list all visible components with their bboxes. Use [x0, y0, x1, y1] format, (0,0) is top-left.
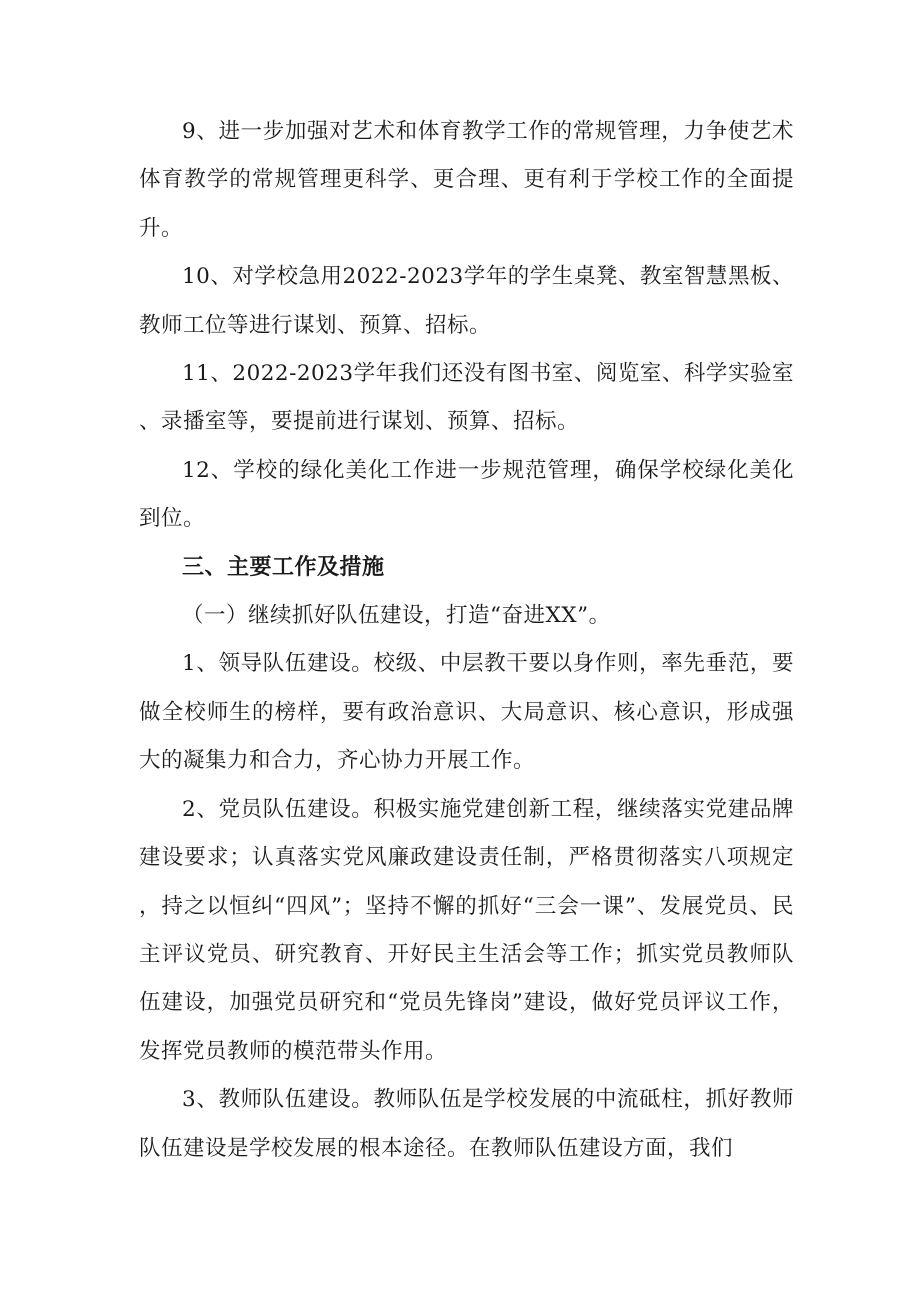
paragraph-leadership: 1、领导队伍建设。校级、中层教干要以身作则，率先垂范，要做全校师生的榜样，要有政治意识、大局意识、核心意识，形成强大的凝集力和合力，齐心协力开展工作。	[139, 651, 794, 774]
paragraph-party-members: 2、党员队伍建设。积极实施党建创新工程，继续落实党建品牌建设要求；认真落实党风廉政建设责任制，严格贯彻落实八项规定，持之以恒纠“四风”；坚持不懈的抓好“三会一课”、发展党员、民主评议党员、研究教育、开好民主生活会等工作；抓实党员教师队伍建设，加强党员研究和“党员先锋岗”建设，做好党员评议工作，发挥党员教师的模范带头作用。	[139, 796, 794, 1064]
section-heading: 三、主要工作及措施	[182, 554, 385, 580]
paragraph-item-9: 9、进一步加强对艺术和体育教学工作的常规管理，力争使艺术体育教学的常规管理更科学、更合理、更有利于学校工作的全面提升。	[139, 119, 794, 241]
paragraph-teachers: 3、教师队伍建设。教师队伍是学校发展的中流砥柱，抓好教师队伍建设是学校发展的根本途径。在教师队伍建设方面，我们	[139, 1087, 794, 1161]
paragraph-item-10: 10、对学校急用2022-2023学年的学生桌凳、教室智慧黑板、教师工位等进行谋划、预算、招标。	[139, 264, 794, 338]
subsection-heading: （一）继续抓好队伍建设，打造“奋进XX”。	[182, 603, 611, 629]
document-body	[139, 108, 794, 1173]
paragraph-item-12: 12、学校的绿化美化工作进一步规范管理，确保学校绿化美化到位。	[139, 457, 794, 532]
paragraph-item-11: 11、2022-2023学年我们还没有图书室、阅览室、科学实验室、录播室等，要提前进行谋划、预算、招标。	[139, 361, 794, 435]
